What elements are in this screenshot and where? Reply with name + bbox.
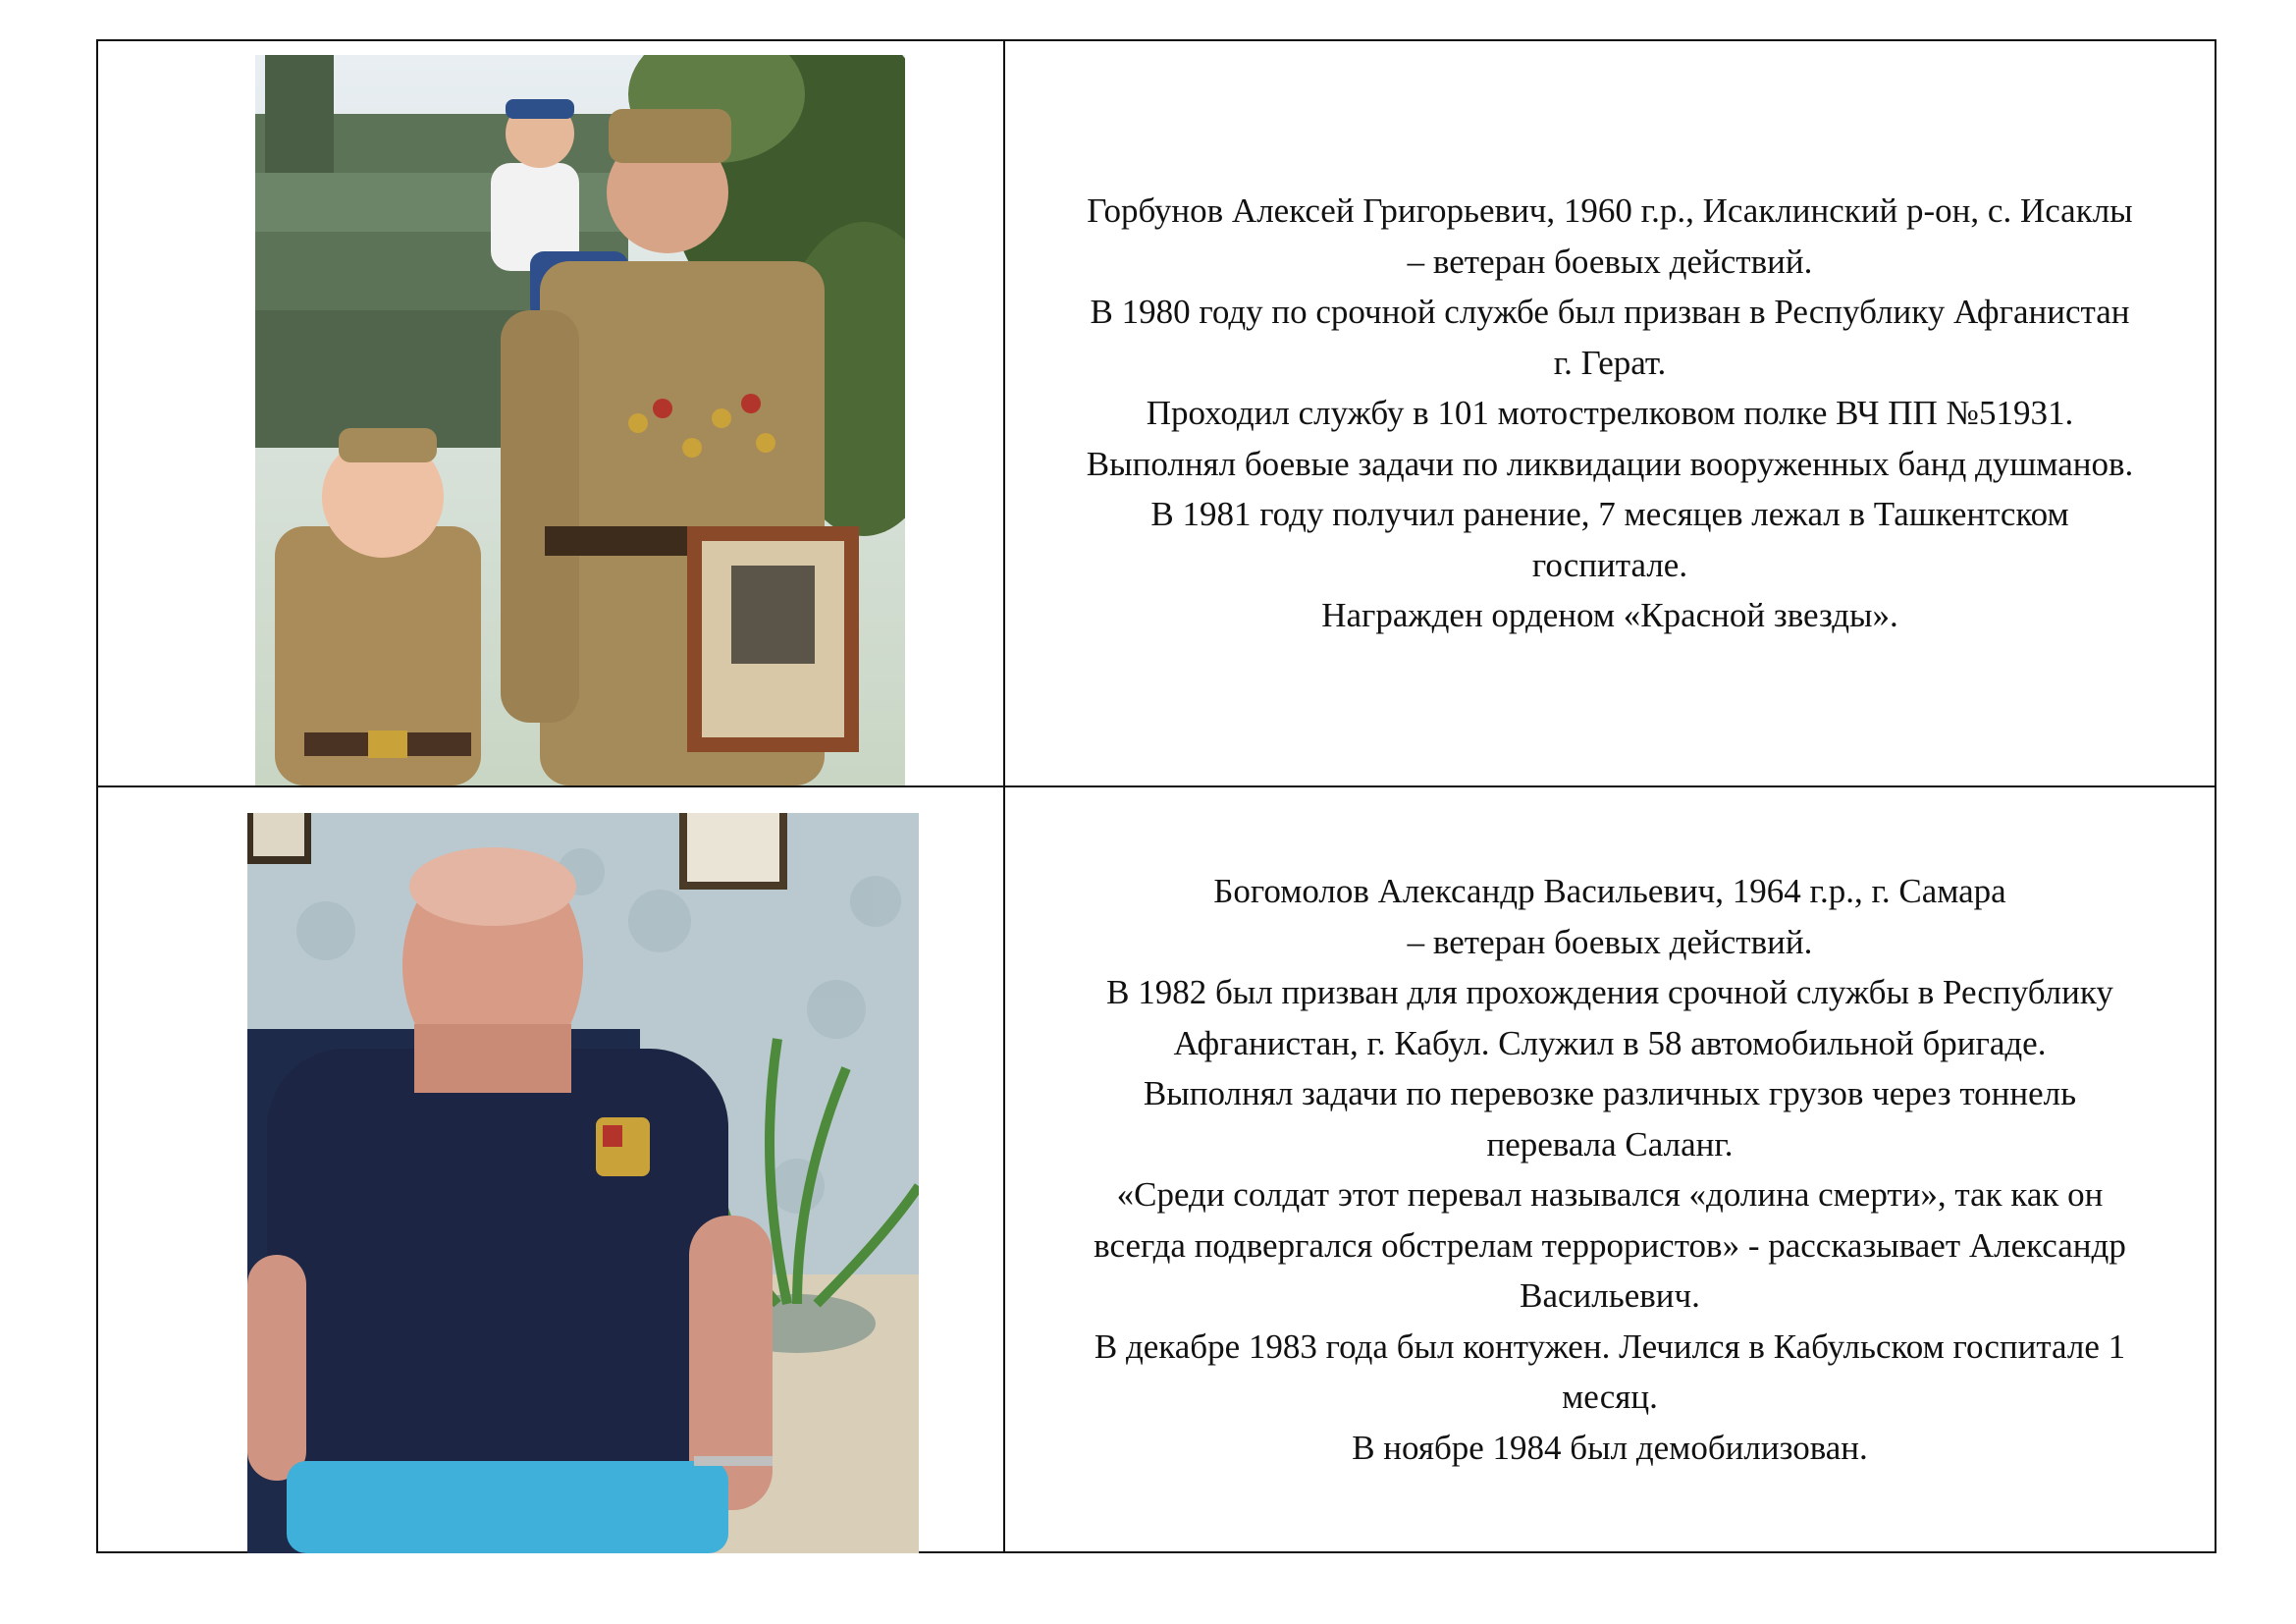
bio-cell-1 [1005, 41, 2215, 787]
veterans-table [96, 39, 2216, 1553]
bio-2-line: «Среди солдат этот перевал назывался «долина смерти», так как он [1116, 1175, 2104, 1214]
photo-cell-2 [98, 787, 1005, 1551]
bio-1-line: госпитале. [1531, 545, 1688, 584]
bio-2-line: В 1982 был призван для прохождения срочной службы в Республику [1106, 973, 2113, 1011]
bio-1-line: Награжден орденом «Красной звезды». [1321, 596, 1898, 635]
bio-2-line: – ветеран боевых действий. [1407, 922, 1813, 961]
bio-2-line: всегда подвергался обстрелам террористов» - рассказывает Александр [1094, 1225, 2126, 1265]
bio-1-line: В 1980 году по срочной службе был призван в Республику Афганистан [1090, 293, 2130, 332]
bio-2-line: Богомолов Александр Васильевич, 1964 г.р., г. Самара [1213, 872, 2006, 910]
bio-2-line: Афганистан, г. Кабул. Служил в 58 автомобильной бригаде. [1173, 1023, 2047, 1062]
bio-1-line: Проходил службу в 101 мотострелковом полке ВЧ ПП №51931. [1146, 394, 2074, 433]
bio-text-2 [1021, 866, 2199, 1473]
bio-1-line: Выполнял боевые задачи по ликвидации вооруженных банд душманов. [1086, 444, 2134, 483]
bio-cell-2 [1005, 787, 2215, 1551]
bio-2-line: Выполнял задачи по перевозке различных грузов через тоннель [1143, 1074, 2077, 1112]
photo-cell-1 [98, 41, 1005, 787]
bio-1-line: В 1981 году получил ранение, 7 месяцев лежал в Ташкентском [1150, 495, 2069, 534]
bio-2-line: В декабре 1983 года был контужен. Лечился в Кабульском госпитале 1 [1094, 1326, 2126, 1366]
bio-2-line: Васильевич. [1520, 1276, 1700, 1315]
bio-1-line: – ветеран боевых действий. [1407, 242, 1813, 281]
bio-text-1 [1021, 186, 2199, 641]
bio-1-line: г. Герат. [1553, 343, 1667, 382]
photo-seated-veteran-portrait [247, 813, 919, 1553]
bio-1-line: Горбунов Алексей Григорьевич, 1960 г.р., Исаклинский р-он, с. Исаклы [1087, 191, 2133, 231]
bio-2-line: перевала Саланг. [1486, 1124, 1734, 1164]
bio-2-line: В ноябре 1984 был демобилизован. [1352, 1428, 1868, 1467]
photo-veteran-with-child-in-uniform [255, 55, 905, 785]
bio-2-line: месяц. [1562, 1378, 1658, 1416]
